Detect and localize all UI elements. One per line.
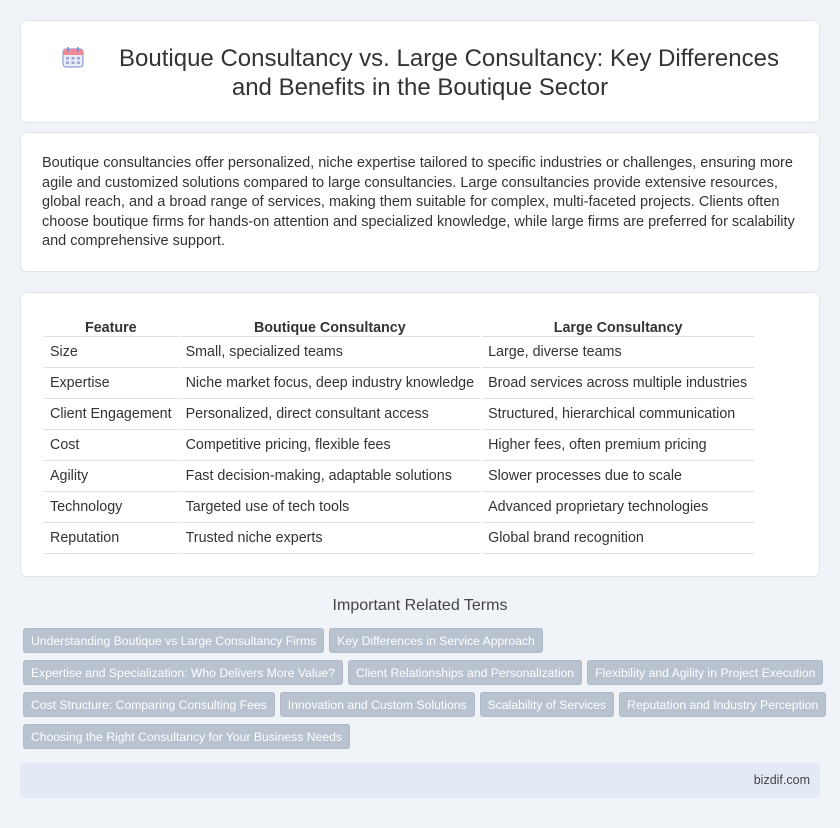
cell-boutique: Personalized, direct consultant access [180, 399, 480, 430]
header-feature: Feature [44, 316, 178, 337]
page-title-text: Boutique Consultancy vs. Large Consultancy: Key Differences and Benefits in the Boutique Sector [119, 45, 779, 101]
table-row [44, 337, 754, 368]
cell-large: Higher fees, often premium pricing [482, 430, 754, 461]
cell-feature: Reputation [44, 523, 178, 554]
intro-card [20, 132, 820, 272]
page-title [21, 44, 819, 102]
related-term-tag[interactable]: Cost Structure: Comparing Consulting Fees [23, 692, 275, 717]
header-boutique: Boutique Consultancy [180, 316, 480, 337]
cell-boutique: Niche market focus, deep industry knowledge [180, 368, 480, 399]
header-large: Large Consultancy [482, 316, 754, 337]
cell-boutique: Fast decision-making, adaptable solutions [180, 461, 480, 492]
cell-feature: Technology [44, 492, 178, 523]
tag-row [23, 692, 823, 724]
header-card [20, 20, 820, 123]
table-row [44, 492, 754, 523]
related-term-tag[interactable]: Client Relationships and Personalization [348, 660, 582, 685]
cell-feature: Cost [44, 430, 178, 461]
table-row [44, 368, 754, 399]
related-term-tag[interactable]: Flexibility and Agility in Project Execution [587, 660, 823, 685]
cell-boutique: Competitive pricing, flexible fees [180, 430, 480, 461]
related-term-tag[interactable]: Key Differences in Service Approach [329, 628, 543, 653]
table-row [44, 399, 754, 430]
calendar-icon [61, 45, 85, 69]
related-terms-list [23, 628, 823, 756]
tag-row [23, 660, 823, 692]
comparison-table [42, 316, 756, 554]
cell-boutique: Small, specialized teams [180, 337, 480, 368]
cell-large: Slower processes due to scale [482, 461, 754, 492]
header [21, 44, 819, 102]
table-header-row [44, 316, 754, 337]
cell-large: Large, diverse teams [482, 337, 754, 368]
related-term-tag[interactable]: Expertise and Specialization: Who Delivers More Value? [23, 660, 343, 685]
cell-large: Broad services across multiple industries [482, 368, 754, 399]
cell-large: Advanced proprietary technologies [482, 492, 754, 523]
table-row [44, 461, 754, 492]
related-terms-title: Important Related Terms [332, 597, 508, 614]
table-row [44, 430, 754, 461]
related-term-tag[interactable]: Innovation and Custom Solutions [280, 692, 475, 717]
cell-feature: Size [44, 337, 178, 368]
footer-site-link[interactable]: bizdif.com [753, 773, 810, 787]
cell-feature: Agility [44, 461, 178, 492]
intro-paragraph: Boutique consultancies offer personalized, niche expertise tailored to specific industries or challenges, ensuring more agile and customized solutions compared to large consultancies. Large consultancies provide extensive resources, global reach, and a broad range of services, making them suitable for complex, multi-faceted projects. Clients often choose boutique firms for hands-on attention and specialized knowledge, while large firms are preferred for scalability and comprehensive support. [42, 155, 795, 249]
related-term-tag[interactable]: Reputation and Industry Perception [619, 692, 826, 717]
cell-feature: Expertise [44, 368, 178, 399]
comparison-card [20, 292, 820, 577]
tag-row [23, 628, 823, 660]
cell-large: Structured, hierarchical communication [482, 399, 754, 430]
table-row [44, 523, 754, 554]
footer [20, 763, 820, 798]
cell-feature: Client Engagement [44, 399, 178, 430]
related-term-tag[interactable]: Scalability of Services [480, 692, 615, 717]
cell-large: Global brand recognition [482, 523, 754, 554]
related-term-tag[interactable]: Choosing the Right Consultancy for Your Business Needs [23, 724, 350, 749]
related-term-tag[interactable]: Understanding Boutique vs Large Consultancy Firms [23, 628, 324, 653]
cell-boutique: Trusted niche experts [180, 523, 480, 554]
tag-row [23, 724, 823, 756]
cell-boutique: Targeted use of tech tools [180, 492, 480, 523]
